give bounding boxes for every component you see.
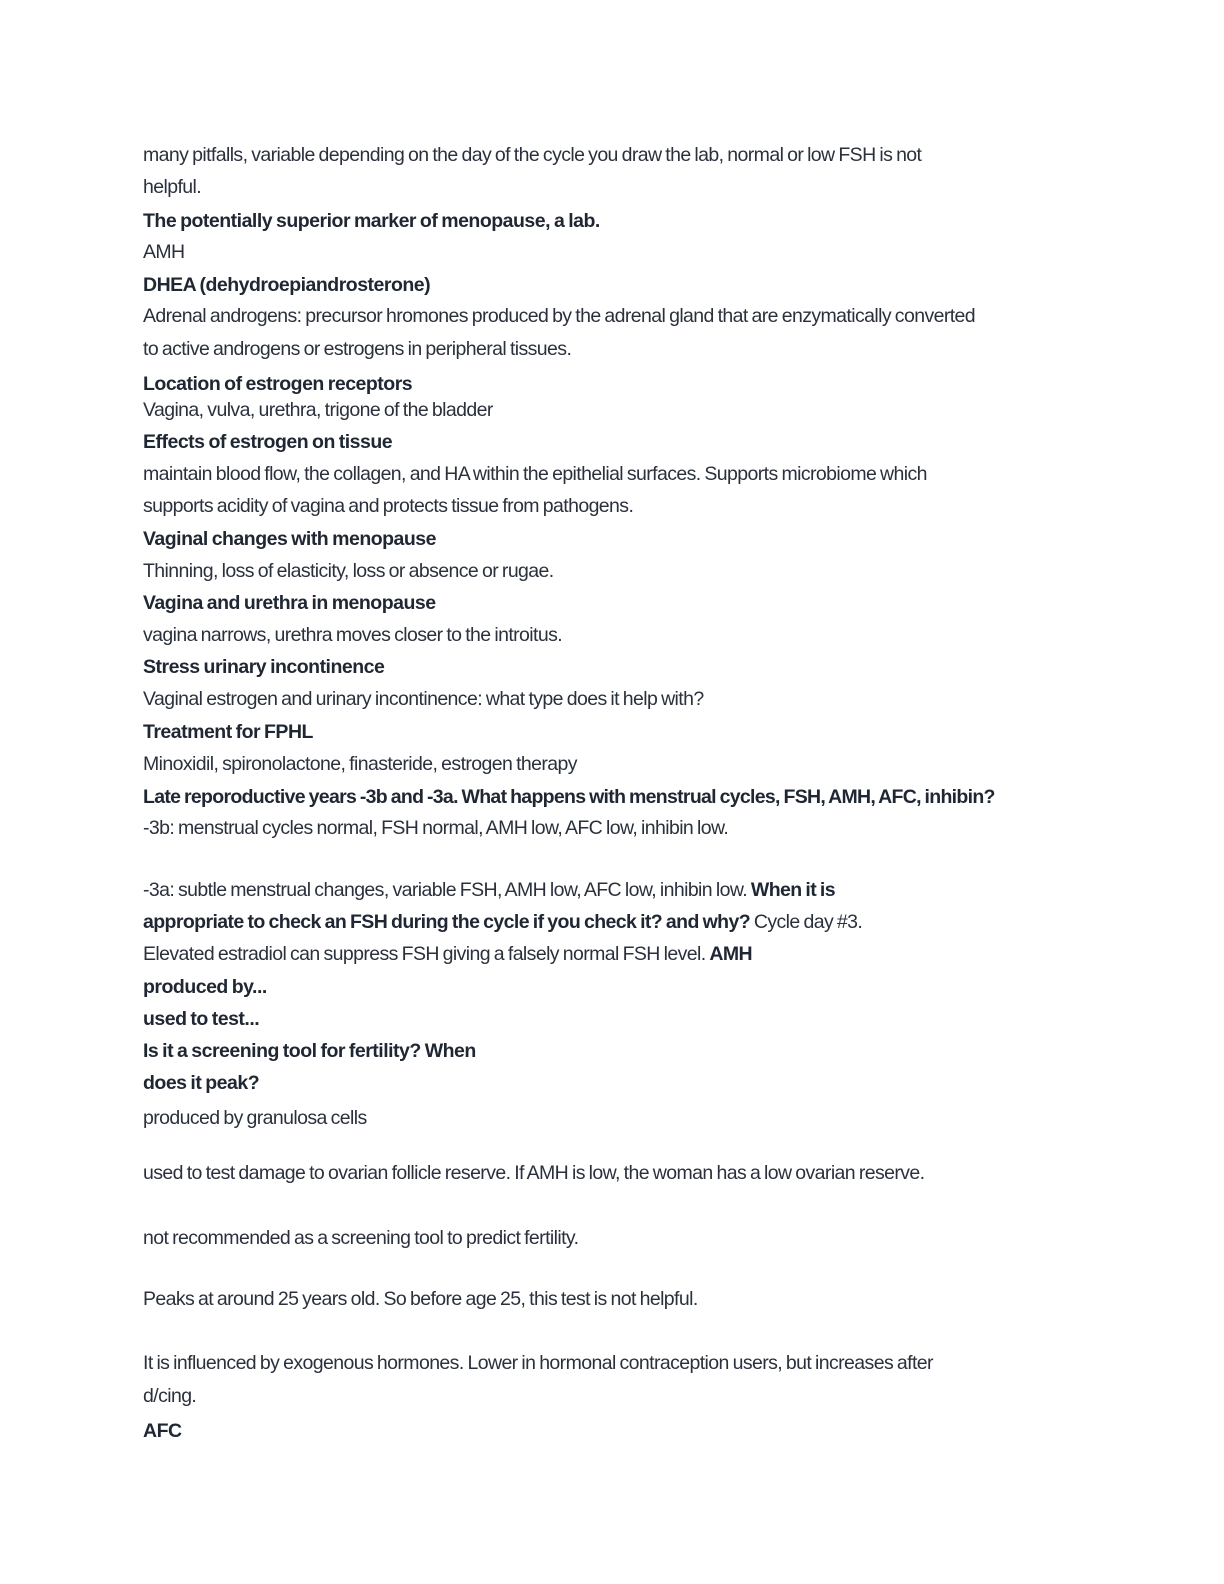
question-heading: produced by...	[143, 976, 267, 998]
answer-text	[143, 942, 752, 966]
question-heading: AFC	[143, 1420, 182, 1442]
answer-fragment: -3a: subtle menstrual changes, variable FSH, AMH low, AFC low, inhibin low.	[143, 879, 751, 901]
answer-text: Vaginal estrogen and urinary incontinence: what type does it help with?	[143, 688, 704, 710]
question-heading: The potentially superior marker of menopause, a lab.	[143, 210, 600, 232]
answer-text: Peaks at around 25 years old. So before age 25, this test is not helpful.	[143, 1288, 698, 1310]
answer-fragment: Elevated estradiol can suppress FSH giving a falsely normal FSH level.	[143, 943, 710, 965]
question-heading: Vaginal changes with menopause	[143, 528, 437, 550]
answer-text: vagina narrows, urethra moves closer to the introitus.	[143, 624, 563, 646]
question-heading: Vagina and urethra in menopause	[143, 592, 436, 614]
answer-fragment: Cycle day #3.	[750, 911, 863, 933]
answer-text	[143, 878, 835, 902]
answer-text: It is influenced by exogenous hormones. Lower in hormonal contraception users, but increases after	[143, 1352, 933, 1374]
answer-text: produced by granulosa cells	[143, 1107, 367, 1129]
question-fragment: AMH	[709, 943, 752, 965]
answer-text: supports acidity of vagina and protects tissue from pathogens.	[143, 495, 634, 517]
answer-text: Minoxidil, spironolactone, finasteride, estrogen therapy	[143, 753, 577, 775]
answer-text: d/cing.	[143, 1385, 197, 1407]
question-heading: DHEA (dehydroepiandrosterone)	[143, 274, 431, 296]
answer-text: Vagina, vulva, urethra, trigone of the bladder	[143, 399, 493, 421]
answer-text: Adrenal androgens: precursor hromones produced by the adrenal gland that are enzymatically converted	[143, 305, 976, 327]
answer-text: helpful.	[143, 176, 202, 198]
answer-text: many pitfalls, variable depending on the day of the cycle you draw the lab, normal or low FSH is not	[143, 144, 922, 166]
answer-text: AMH	[143, 241, 185, 263]
question-heading: used to test...	[143, 1008, 260, 1030]
answer-text: used to test damage to ovarian follicle reserve. If AMH is low, the woman has a low ovarian reserve.	[143, 1162, 925, 1184]
question-heading: Effects of estrogen on tissue	[143, 431, 393, 453]
answer-text: Thinning, loss of elasticity, loss or absence or rugae.	[143, 560, 554, 582]
answer-text: maintain blood flow, the collagen, and HA within the epithelial surfaces. Supports microbiome which	[143, 463, 927, 485]
question-heading: Location of estrogen receptors	[143, 373, 413, 395]
document-page	[143, 0, 1083, 1584]
question-heading: Late reporoductive years -3b and -3a. What happens with menstrual cycles, FSH, AMH, AFC, inhibin?	[143, 786, 995, 808]
question-heading: does it peak?	[143, 1072, 260, 1094]
question-fragment: appropriate to check an FSH during the cycle if you check it? and why?	[143, 911, 751, 933]
question-heading: Stress urinary incontinence	[143, 656, 385, 678]
question-heading: Treatment for FPHL	[143, 721, 313, 743]
answer-text: to active androgens or estrogens in peripheral tissues.	[143, 338, 572, 360]
answer-text: -3b: menstrual cycles normal, FSH normal, AMH low, AFC low, inhibin low.	[143, 817, 729, 839]
question-heading: Is it a screening tool for fertility? When	[143, 1040, 476, 1062]
answer-text	[143, 910, 862, 934]
question-fragment: When it is	[750, 879, 835, 901]
answer-text: not recommended as a screening tool to predict fertility.	[143, 1227, 579, 1249]
